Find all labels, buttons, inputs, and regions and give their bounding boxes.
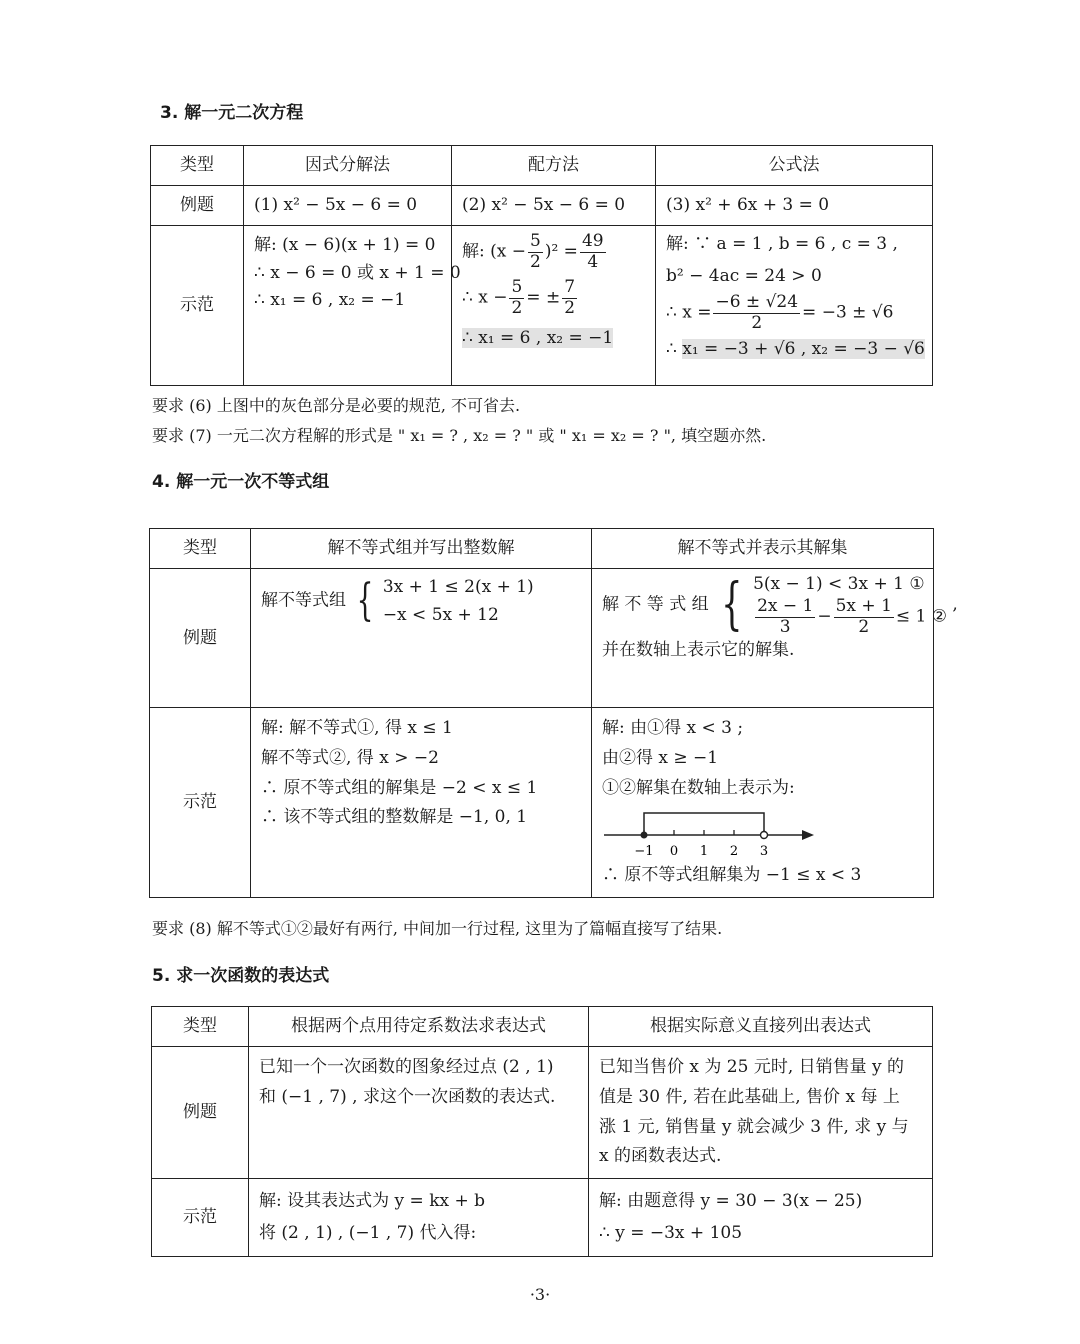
number-line — [602, 803, 822, 859]
func-ex2-line-4: x 的函数表达式. — [599, 1146, 722, 1167]
number-line-tick-label: 1 — [699, 844, 709, 860]
complete-line-2 — [462, 278, 645, 318]
complete-l1-mid: )² = — [544, 241, 578, 262]
formula-line-3 — [666, 293, 922, 333]
ineq-ex2-tail: 并在数轴上表示它的解集. — [602, 640, 795, 661]
quadratic-table — [150, 145, 933, 386]
formula-line-4 — [666, 337, 925, 363]
func-ex1-line-2: 和 (−1 , 7) , 求这个一次函数的表达式. — [259, 1086, 556, 1107]
ineq-header-type: 类型 — [150, 529, 251, 569]
ineq-example-2 — [592, 569, 958, 708]
func-header-type: 类型 — [152, 1007, 249, 1047]
ineq-ex2-system-line — [602, 572, 958, 638]
ineq-ex1-a: 3x + 1 ≤ 2(x + 1) — [382, 577, 534, 598]
formula-l3-pre: ∴ x = — [666, 302, 712, 323]
section-5-title: 5. 求一次函数的表达式 — [152, 966, 330, 986]
func-example-2 — [589, 1047, 933, 1179]
left-brace-icon: { — [721, 572, 743, 638]
frac-7-2: $\frac{7}{2}$ — [564, 277, 576, 319]
frac-49-4: $\frac{49}{4}$ — [581, 231, 604, 272]
ineq-demo2-final: ∴ 原不等式组解集为 −1 ≤ x < 3 — [602, 865, 862, 886]
ineq-ex2-comma: , — [952, 594, 958, 615]
ineq-ex2-b: $\frac{2x - 1}{3}$ − $\frac{5x + 1}{2}$ ≤ 1 ② — [757, 595, 947, 637]
example-1: (1) x² − 5x − 6 = 0 — [244, 186, 452, 226]
factor-line-2: ∴ x − 6 = 0 或 x + 1 = 0 — [254, 262, 461, 283]
func-demo1-line-2: 将 (2 , 1) , (−1 , 7) 代入得: — [259, 1223, 477, 1244]
frac-5-2b: $\frac{5}{2}$ — [511, 277, 523, 319]
factor-line-1: 解: (x − 6)(x + 1) = 0 — [254, 235, 436, 256]
formula-solution — [656, 226, 933, 386]
ineq-demo1-line-1: 解: 解不等式①, 得 x ≤ 1 — [261, 718, 453, 739]
left-brace-icon: { — [357, 575, 374, 627]
example-label: 例题 — [151, 186, 244, 226]
linear-function-table — [151, 1006, 933, 1257]
ineq-ex1-system — [383, 573, 534, 629]
func-header-undetermined: 根据两个点用待定系数法求表达式 — [249, 1007, 589, 1047]
complete-l2-mid: = ± — [526, 288, 561, 309]
number-line-tick-label: 3 — [759, 844, 769, 860]
ineq-demo2-line-2: 由②得 x ≥ −1 — [602, 747, 719, 768]
formula-l3-post: = −3 ± √6 — [802, 302, 894, 323]
func-demo1-line-1: 解: 设其表达式为 y = kx + b — [259, 1191, 486, 1212]
ineq-header-integer: 解不等式组并写出整数解 — [251, 529, 592, 569]
ineq-example-label: 例题 — [150, 569, 251, 708]
formula-l4-pre: ∴ — [666, 339, 683, 360]
ineq-demo-1 — [251, 708, 592, 898]
number-line-tick-label: 2 — [729, 844, 739, 860]
ineq-demo2-line-1: 解: 由①得 x < 3 ; — [602, 718, 744, 739]
complete-line-3 — [462, 327, 645, 349]
example-3: (3) x² + 6x + 3 = 0 — [656, 186, 933, 226]
ineq-ex2-system — [753, 573, 947, 637]
ineq-ex1-b: −x < 5x + 12 — [382, 605, 499, 626]
ineq-ex2-a: 5(x − 1) < 3x + 1 ① — [753, 574, 925, 595]
func-ex1-line-1: 已知一个一次函数的图象经过点 (2 , 1) — [259, 1057, 554, 1078]
func-header-practical: 根据实际意义直接列出表达式 — [589, 1007, 933, 1047]
ineq-header-solution-set: 解不等式并表示其解集 — [592, 529, 934, 569]
ineq-demo1-line-2: 解不等式②, 得 x > −2 — [261, 747, 439, 768]
formula-shaded-answer: x₁ = −3 + √6 , x₂ = −3 − √6 — [682, 339, 925, 360]
section-3-title: 3. 解一元二次方程 — [160, 103, 304, 123]
ineq-demo-label: 示范 — [150, 708, 251, 898]
ineq-demo-2 — [592, 708, 934, 898]
number-line-tick-label: −1 — [634, 844, 654, 860]
ineq-example-1 — [251, 569, 592, 708]
demo-label: 示范 — [151, 226, 244, 386]
note-6: 要求 (6) 上图中的灰色部分是必要的规范, 不可省去. — [152, 396, 521, 415]
ineq-ex2-pre: 解 不 等 式 组 — [602, 594, 709, 615]
header-formula: 公式法 — [656, 146, 933, 186]
ineq-demo2-line-3: ①②解集在数轴上表示为: — [602, 777, 795, 798]
frac-5-2: $\frac{5}{2}$ — [530, 231, 541, 272]
header-factor: 因式分解法 — [244, 146, 452, 186]
page-number: ·3· — [529, 1285, 551, 1304]
func-example-label: 例题 — [152, 1047, 249, 1179]
ineq-ex1-pre: 解不等式组 — [261, 590, 346, 611]
func-example-1 — [249, 1047, 589, 1179]
note-8: 要求 (8) 解不等式①②最好有两行, 中间加一行过程, 这里为了篇幅直接写了结果. — [152, 919, 723, 938]
func-demo-1 — [249, 1179, 589, 1257]
ineq-demo1-line-4: ∴ 该不等式组的整数解是 −1, 0, 1 — [261, 807, 528, 828]
formula-line-1: 解: ∵ a = 1 , b = 6 , c = 3 , — [666, 234, 898, 255]
number-line-tick-label: 0 — [669, 844, 679, 860]
header-type: 类型 — [151, 146, 244, 186]
example-2: (2) x² − 5x − 6 = 0 — [452, 186, 656, 226]
complete-line-1 — [462, 232, 645, 272]
closed-endpoint-dot — [641, 832, 648, 839]
factor-solution — [244, 226, 461, 386]
complete-l2-pre: ∴ x − — [462, 288, 508, 309]
complete-shaded-answer: ∴ x₁ = 6 , x₂ = −1 — [462, 327, 614, 348]
number-line-arrow-icon — [802, 830, 814, 840]
frac-quadratic-formula: $\frac{-6 \pm √24}{2}$ — [715, 292, 799, 333]
section-4-title: 4. 解一元一次不等式组 — [152, 472, 330, 492]
func-demo2-line-1: 解: 由题意得 y = 30 − 3(x − 25) — [599, 1191, 863, 1212]
func-demo2-line-2: ∴ y = −3x + 105 — [599, 1223, 743, 1244]
complete-l1-pre: 解: (x − — [462, 241, 526, 262]
formula-line-2: b² − 4ac = 24 > 0 — [666, 265, 822, 286]
header-complete-square: 配方法 — [452, 146, 656, 186]
ineq-demo1-line-3: ∴ 原不等式组的解集是 −2 < x ≤ 1 — [261, 777, 538, 798]
func-demo-label: 示范 — [152, 1179, 249, 1257]
solution-interval-bracket — [644, 813, 764, 832]
factor-line-3: ∴ x₁ = 6 , x₂ = −1 — [254, 289, 406, 310]
func-ex2-line-1: 已知当售价 x 为 25 元时, 日销售量 y 的 — [599, 1057, 905, 1078]
inequality-table — [149, 528, 958, 898]
func-demo-2 — [589, 1179, 933, 1257]
complete-square-solution — [452, 226, 656, 386]
note-7: 要求 (7) 一元二次方程解的形式是 " x₁ = ? , x₂ = ? " 或 " x₁ = x₂ = ? ", 填空题亦然. — [152, 426, 767, 445]
open-endpoint-dot — [761, 832, 768, 839]
func-ex2-line-3: 涨 1 元, 销售量 y 就会减少 3 件, 求 y 与 — [599, 1116, 909, 1137]
func-ex2-line-2: 值是 30 件, 若在此基础上, 售价 x 每 上 — [599, 1086, 900, 1107]
